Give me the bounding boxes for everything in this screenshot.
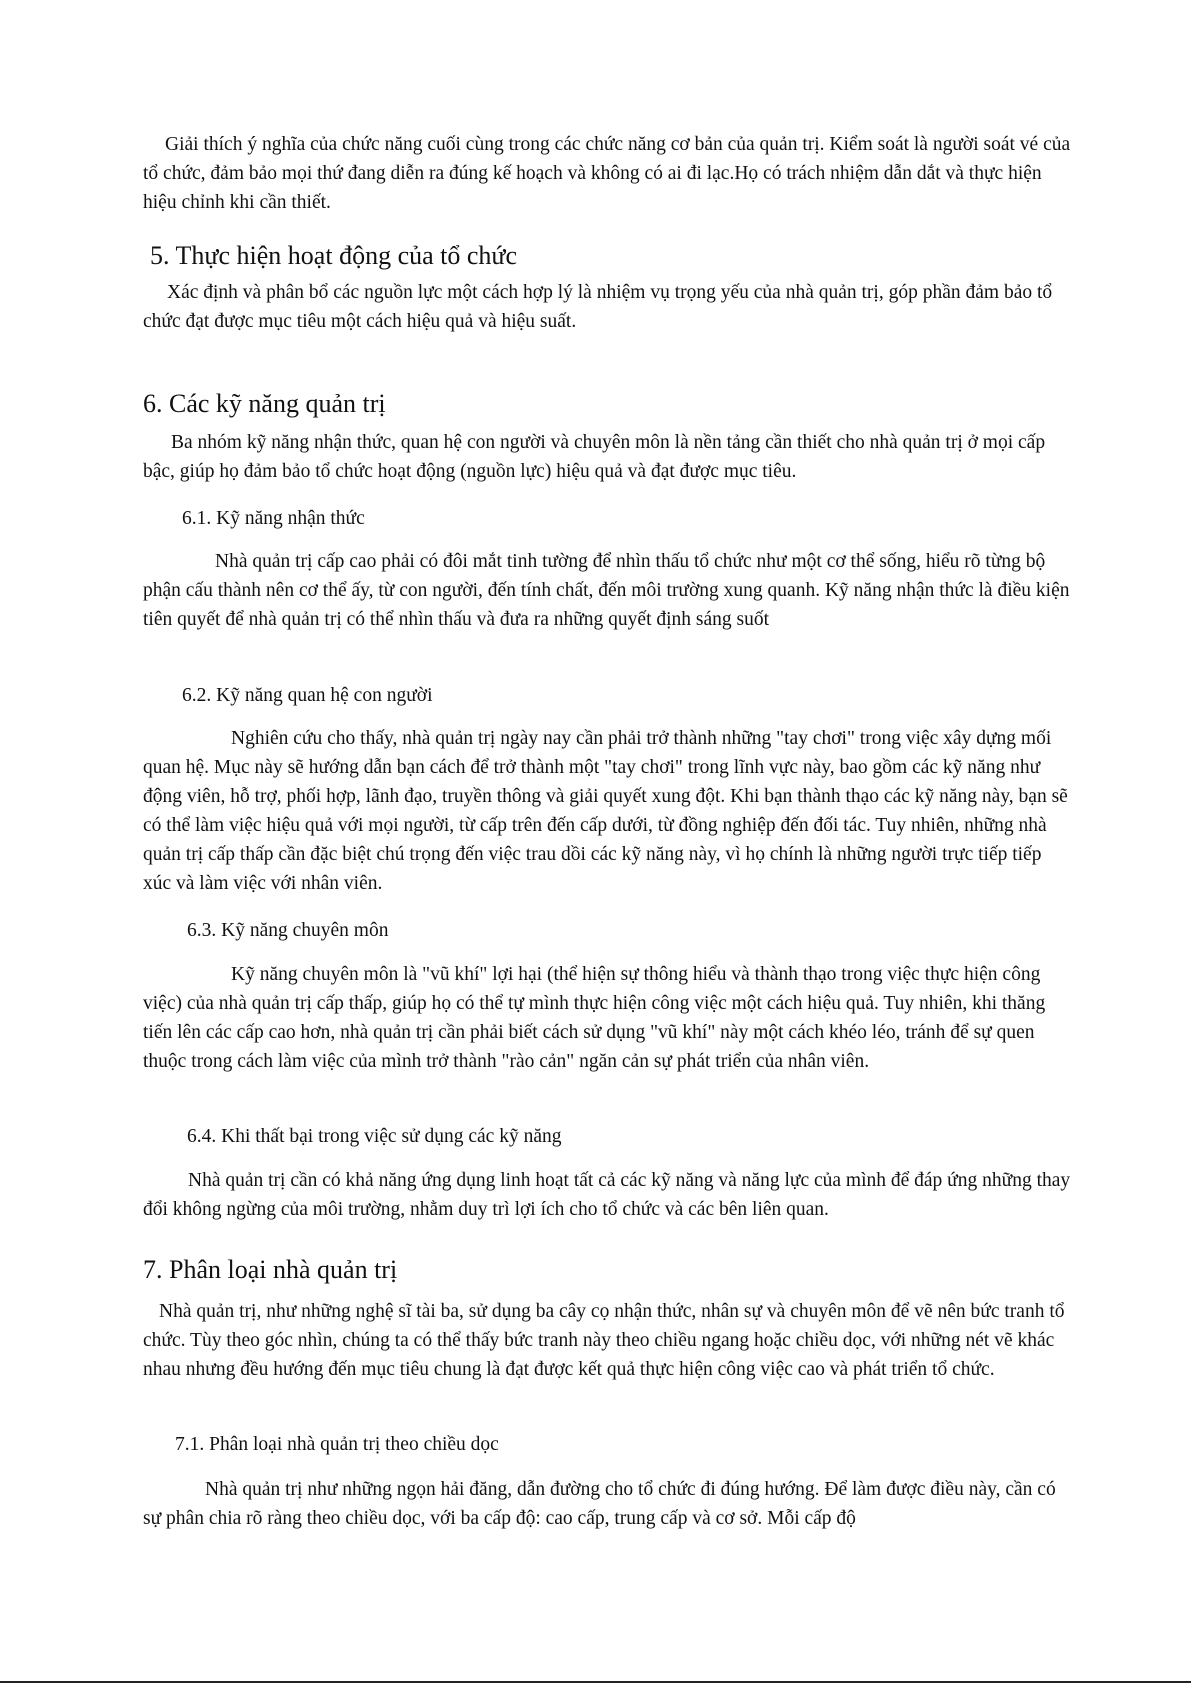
- section-6-2-heading: 6.2. Kỹ năng quan hệ con người: [182, 685, 433, 706]
- section-5-paragraph: Xác định và phân bổ các nguồn lực một cách hợp lý là nhiệm vụ trọng yếu của nhà quản trị, góp phần đảm bảo tổ chức đạt được mục tiêu một cách hiệu quả và hiệu suất.: [143, 282, 1053, 332]
- section-6-paragraph: Ba nhóm kỹ năng nhận thức, quan hệ con người và chuyên môn là nền tảng cần thiết cho nhà quản trị ở mọi cấp bậc, giúp họ đảm bảo tổ chức hoạt động (nguồn lực) hiệu quả và đạt được mục tiêu.: [143, 432, 1046, 482]
- intro-paragraph: Giải thích ý nghĩa của chức năng cuối cùng trong các chức năng cơ bản của quản trị. Kiểm soát là người soát vé của tổ chức, đảm bảo mọi thứ đang diễn ra đúng kế hoạch và không có ai đi lạc.Họ có trách nhiệm dẫn dắt và thực hiện hiệu chỉnh khi cần thiết.: [143, 134, 1071, 213]
- section-5-heading: 5. Thực hiện hoạt động của tổ chức: [150, 241, 518, 270]
- section-6-3-paragraph: Kỹ năng chuyên môn là "vũ khí" lợi hại (thể hiện sự thông hiểu và thành thạo trong việc thực hiện công việc) của nhà quản trị cấp thấp, giúp họ có thể tự mình thực hiện công việc một cách hiệu quả. Tuy nhiên, khi thăng tiến lên các cấp cao hơn, nhà quản trị cần phải biết cách sử dụng "vũ khí" này một cách khéo léo, tránh để sự quen thuộc trong cách làm việc của mình trở thành "rào cản" ngăn cản sự phát triển của nhân viên.: [143, 964, 1046, 1072]
- section-6-4-heading: 6.4. Khi thất bại trong việc sử dụng các kỹ năng: [187, 1126, 562, 1147]
- section-6-4-paragraph: Nhà quản trị cần có khả năng ứng dụng linh hoạt tất cả các kỹ năng và năng lực của mình để đáp ứng những thay đổi không ngừng của môi trường, nhằm duy trì lợi ích cho tổ chức và các bên liên quan.: [143, 1170, 1071, 1220]
- section-6-1-heading: 6.1. Kỹ năng nhận thức: [182, 508, 365, 529]
- section-6-1-paragraph: Nhà quản trị cấp cao phải có đôi mắt tinh tường để nhìn thấu tổ chức như một cơ thể sống, hiểu rõ từng bộ phận cấu thành nên cơ thể ấy, từ con người, đến tính chất, đến môi trường xung quanh. Kỹ năng nhận thức là điều kiện tiên quyết để nhà quản trị có thể nhìn thấu và đưa ra những quyết định sáng suốt: [143, 551, 1070, 630]
- section-6-3-heading: 6.3. Kỹ năng chuyên môn: [187, 920, 389, 941]
- section-6-heading: 6. Các kỹ năng quản trị: [143, 389, 386, 418]
- section-6-2-paragraph: Nghiên cứu cho thấy, nhà quản trị ngày nay cần phải trở thành những "tay chơi" trong việc xây dựng mối quan hệ. Mục này sẽ hướng dẫn bạn cách để trở thành một "tay chơi" trong lĩnh vực này, bao gồm các kỹ năng như động viên, hỗ trợ, phối hợp, lãnh đạo, truyền thông và giải quyết xung đột. Khi bạn thành thạo các kỹ năng này, bạn sẽ có thể làm việc hiệu quả với mọi người, từ cấp trên đến cấp dưới, từ đồng nghiệp đến đối tác. Tuy nhiên, những nhà quản trị cấp thấp cần đặc biệt chú trọng đến việc trau dồi các kỹ năng này, vì họ chính là những người trực tiếp tiếp xúc và làm việc với nhân viên.: [143, 728, 1068, 894]
- section-7-heading: 7. Phân loại nhà quản trị: [143, 1255, 398, 1284]
- page-bottom-rule: [0, 1681, 1191, 1683]
- section-7-paragraph: Nhà quản trị, như những nghệ sĩ tài ba, sử dụng ba cây cọ nhận thức, nhân sự và chuyên môn để vẽ nên bức tranh tổ chức. Tùy theo góc nhìn, chúng ta có thể thấy bức tranh này theo chiều ngang hoặc chiều dọc, với những nét vẽ khác nhau nhưng đều hướng đến mục tiêu chung là đạt được kết quả thực hiện công việc cao và phát triển tổ chức.: [143, 1301, 1065, 1380]
- section-7-1-paragraph: Nhà quản trị như những ngọn hải đăng, dẫn đường cho tổ chức đi đúng hướng. Để làm được điều này, cần có sự phân chia rõ ràng theo chiều dọc, với ba cấp độ: cao cấp, trung cấp và cơ sở. Mỗi cấp độ: [143, 1479, 1056, 1529]
- section-7-1-heading: 7.1. Phân loại nhà quản trị theo chiều dọc: [175, 1434, 499, 1455]
